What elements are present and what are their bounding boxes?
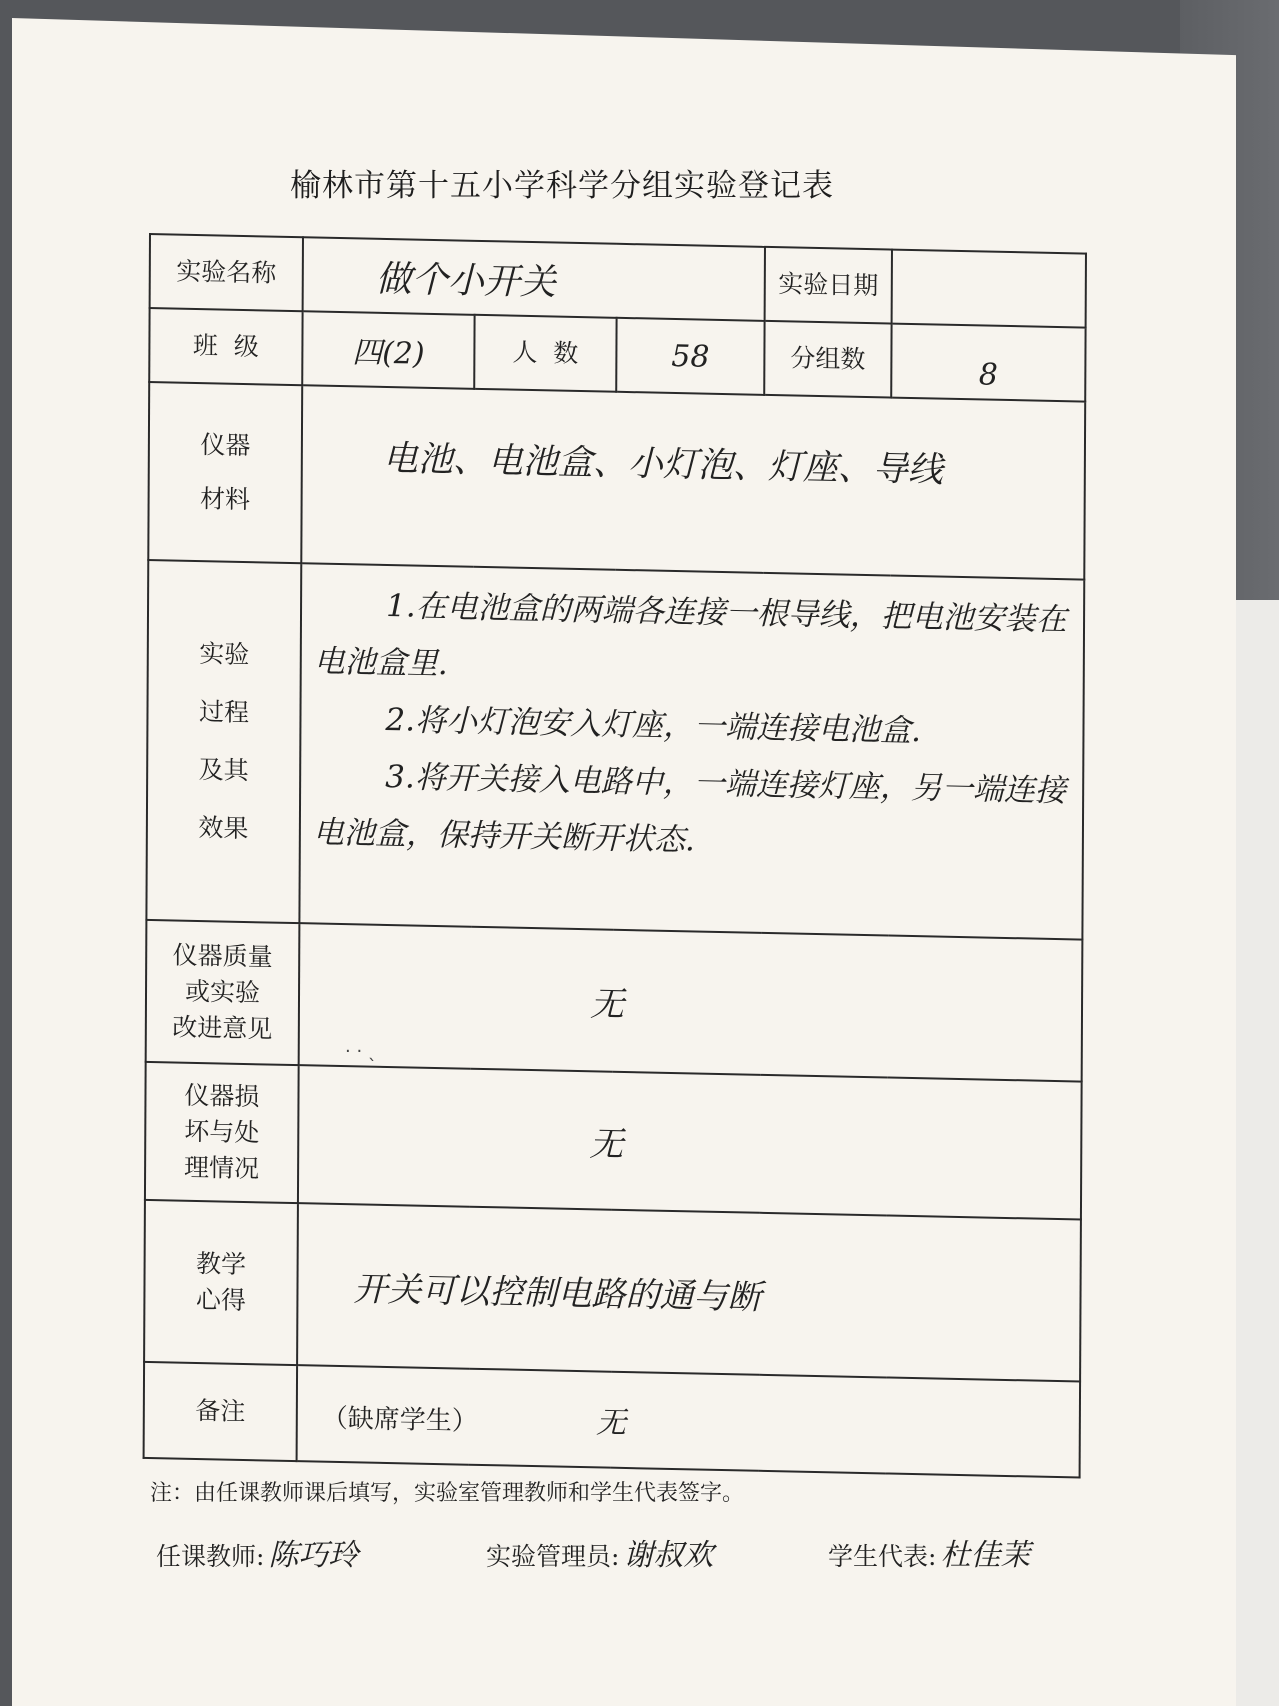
- row-reflection: [144, 1200, 1081, 1382]
- label-materials-line1: 仪器: [200, 429, 251, 460]
- label-process-line1: 实验: [199, 638, 250, 669]
- value-damage: 无: [298, 1065, 1082, 1219]
- label-damage-line2: 坏与处: [184, 1116, 260, 1148]
- value-reflection: 开关可以控制电路的通与断: [297, 1203, 1081, 1381]
- value-group-count: 8: [891, 324, 1085, 402]
- label-materials-line2: 材料: [200, 484, 251, 515]
- label-class: 班 级: [149, 308, 302, 385]
- registration-table: [143, 233, 1087, 1479]
- form-title: 榆林市第十五小学科学分组实验登记表: [290, 168, 834, 204]
- label-reflection-line2: 心得: [195, 1284, 246, 1316]
- value-process: [299, 563, 1084, 939]
- student-rep-signature: 杜佳茉: [940, 1538, 1031, 1573]
- label-quality-line1: 仪器质量: [172, 940, 273, 972]
- label-damage-line1: 仪器损: [184, 1080, 260, 1111]
- label-quality-line2: 或实验: [184, 976, 261, 1008]
- label-damage: [145, 1062, 299, 1203]
- label-absent-students: （缺席学生）: [321, 1403, 478, 1437]
- stray-pen-marks: · · ˎ: [345, 1041, 377, 1062]
- label-damage-line3: 理情况: [184, 1152, 260, 1184]
- label-materials: [148, 382, 302, 563]
- row-damage: [145, 1062, 1082, 1220]
- value-absent-students: 无: [596, 1405, 627, 1442]
- teacher-signature: 陈巧玲: [268, 1538, 359, 1573]
- row-materials: [148, 382, 1085, 580]
- label-process-line3: 及其: [198, 755, 249, 786]
- underlying-page-edge: [1236, 600, 1279, 1706]
- label-reflection-line1: 教学: [196, 1248, 247, 1279]
- lab-manager-signature: 谢叔欢: [623, 1538, 714, 1573]
- value-class: 四(2): [302, 311, 474, 389]
- row-remarks: [144, 1362, 1080, 1478]
- label-process-line4: 效果: [198, 813, 249, 844]
- signature-line: [152, 1522, 1092, 1582]
- row-quality: [146, 920, 1083, 1082]
- label-experiment-name: 实验名称: [150, 234, 303, 311]
- process-step-3: 3.将开关接入电路中，一端连接灯座，另一端连接电池盒，保持开关断开状态.: [312, 758, 1066, 859]
- teacher-signature-block: [156, 1530, 358, 1574]
- lab-manager-signature-block: [486, 1530, 713, 1574]
- value-materials: 电池、电池盒、小灯泡、灯座、导线: [301, 385, 1085, 579]
- value-experiment-date: [892, 250, 1086, 328]
- label-process: [146, 560, 301, 923]
- label-reflection: [144, 1200, 298, 1365]
- lab-manager-label: 实验管理员:: [486, 1542, 620, 1571]
- label-quality-line3: 改进意见: [172, 1012, 273, 1044]
- value-remarks: [297, 1365, 1080, 1477]
- student-rep-label: 学生代表:: [828, 1542, 937, 1571]
- value-experiment-name: 做个小开关: [303, 237, 765, 321]
- teacher-label: 任课教师:: [156, 1542, 265, 1571]
- row-process: [146, 560, 1084, 940]
- label-group-count: 分组数: [764, 321, 891, 398]
- student-rep-signature-block: [828, 1530, 1030, 1574]
- form-footnote: 注：由任课教师课后填写，实验室管理教师和学生代表签字。: [150, 1481, 745, 1506]
- label-remarks: 备注: [144, 1362, 298, 1461]
- process-step-2: 2.将小灯泡安入灯座，一端连接电池盒.: [385, 701, 921, 750]
- label-headcount: 人 数: [474, 315, 616, 392]
- label-quality: [146, 920, 300, 1065]
- process-step-1: 1.在电池盒的两端各连接一根导线，把电池安装在电池盒里.: [313, 587, 1067, 683]
- value-quality: 无: [299, 923, 1083, 1081]
- label-experiment-date: 实验日期: [765, 247, 892, 324]
- label-process-line2: 过程: [198, 696, 250, 727]
- value-headcount: 58: [616, 318, 764, 395]
